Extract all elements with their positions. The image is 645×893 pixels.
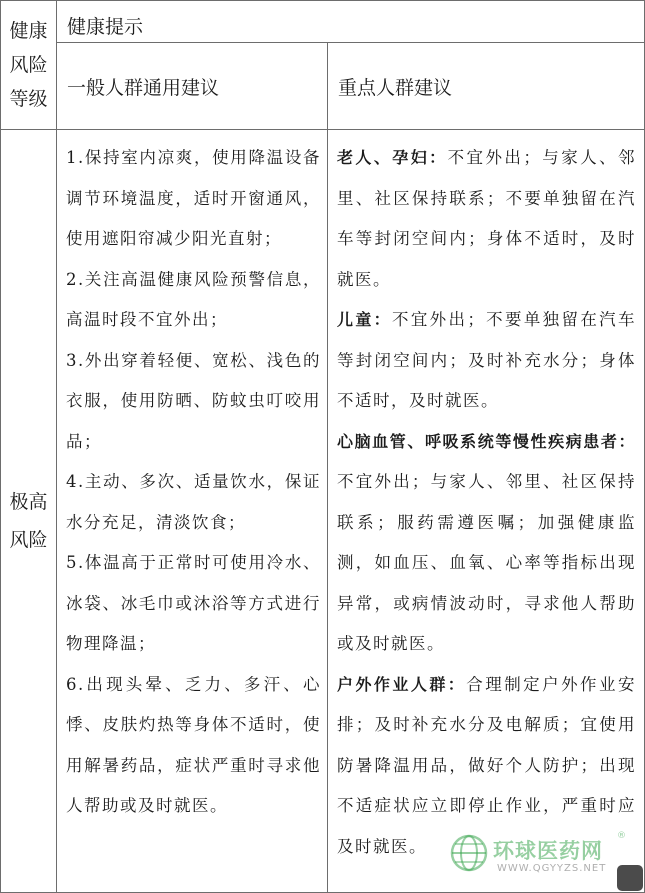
general-advice-item: 1.保持室内凉爽，使用降温设备调节环境温度，适时开窗通风，使用遮阳帘减少阳光直射； xyxy=(66,148,321,248)
key-group-text: 不宜外出；与家人、邻里、社区保持联系；服药需遵医嘱；加强健康监测，如血压、血氧、心率等指标出现异常，或病情波动时，寻求他人帮助或及时就医。 xyxy=(337,472,636,653)
header-tips-label: 健康提示 xyxy=(67,16,144,38)
header-general-label: 一般人群通用建议 xyxy=(67,76,220,99)
header-key-cell xyxy=(328,43,645,130)
watermark-site-name: 环球医药网 xyxy=(493,839,603,863)
header-key-label: 重点人群建议 xyxy=(338,76,453,99)
key-group-children xyxy=(337,300,636,422)
key-group-text: 不宜外出；不要单独留在汽车等封闭空间内；及时补充水分；身体不适时，及时就医。 xyxy=(337,310,636,410)
header-level-cell xyxy=(1,1,57,130)
key-group-title: 儿童： xyxy=(337,310,392,329)
general-advice-item: 5.体温高于正常时可使用冷水、冰袋、冰毛巾或沐浴等方式进行物理降温； xyxy=(66,553,321,653)
corner-badge-icon xyxy=(617,865,643,891)
general-advice-cell xyxy=(57,130,328,893)
key-group-outdoor-workers xyxy=(337,665,636,868)
key-group-elderly-pregnant xyxy=(337,138,636,300)
key-group-title: 心脑血管、呼吸系统等慢性疾病患者： xyxy=(337,431,636,451)
header-level-line-2: 风险 xyxy=(9,54,48,76)
key-group-chronic-disease xyxy=(337,422,636,665)
header-row-2 xyxy=(1,43,645,130)
key-group-title: 户外作业人群： xyxy=(337,674,467,694)
general-advice-item: 3.外出穿着轻便、宽松、浅色的衣服，使用防晒、防蚊虫叮咬用品； xyxy=(66,350,321,451)
general-advice-item: 4.主动、多次、适量饮水，保证水分充足，清淡饮食； xyxy=(66,472,321,532)
key-group-text: 合理制定户外作业安排；及时补充水分及电解质；宜使用防暑降温用品，做好个人防护；出现不适症状应立即停止作业，严重时应及时就医。 xyxy=(337,674,636,856)
general-advice-item: 2.关注高温健康风险预警信息，高温时段不宜外出； xyxy=(66,269,321,329)
general-advice-item: 6.出现头晕、乏力、多汗、心悸、皮肤灼热等身体不适时，使用解暑药品，症状严重时寻求他人帮助或及时就医。 xyxy=(66,674,321,815)
header-general-cell xyxy=(57,43,328,130)
key-group-title: 老人、孕妇： xyxy=(337,148,448,167)
key-group-advice-cell xyxy=(328,130,645,893)
watermark-url: WWW.QGYYZS.NET xyxy=(497,863,607,874)
header-row-1 xyxy=(1,1,645,43)
risk-level-cell xyxy=(1,130,57,893)
risk-row xyxy=(1,130,645,893)
watermark-registered-mark: ® xyxy=(617,831,626,841)
risk-level-line-2: 风险 xyxy=(9,529,48,551)
header-level-line-3: 等级 xyxy=(9,88,48,110)
key-group-text: 不宜外出；与家人、邻里、社区保持联系；不要单独留在汽车等封闭空间内；身体不适时，及时就医。 xyxy=(337,148,637,289)
header-level-line-1: 健康 xyxy=(9,20,48,42)
header-tips-cell xyxy=(57,1,645,43)
risk-level-line-1: 极高 xyxy=(9,491,48,513)
